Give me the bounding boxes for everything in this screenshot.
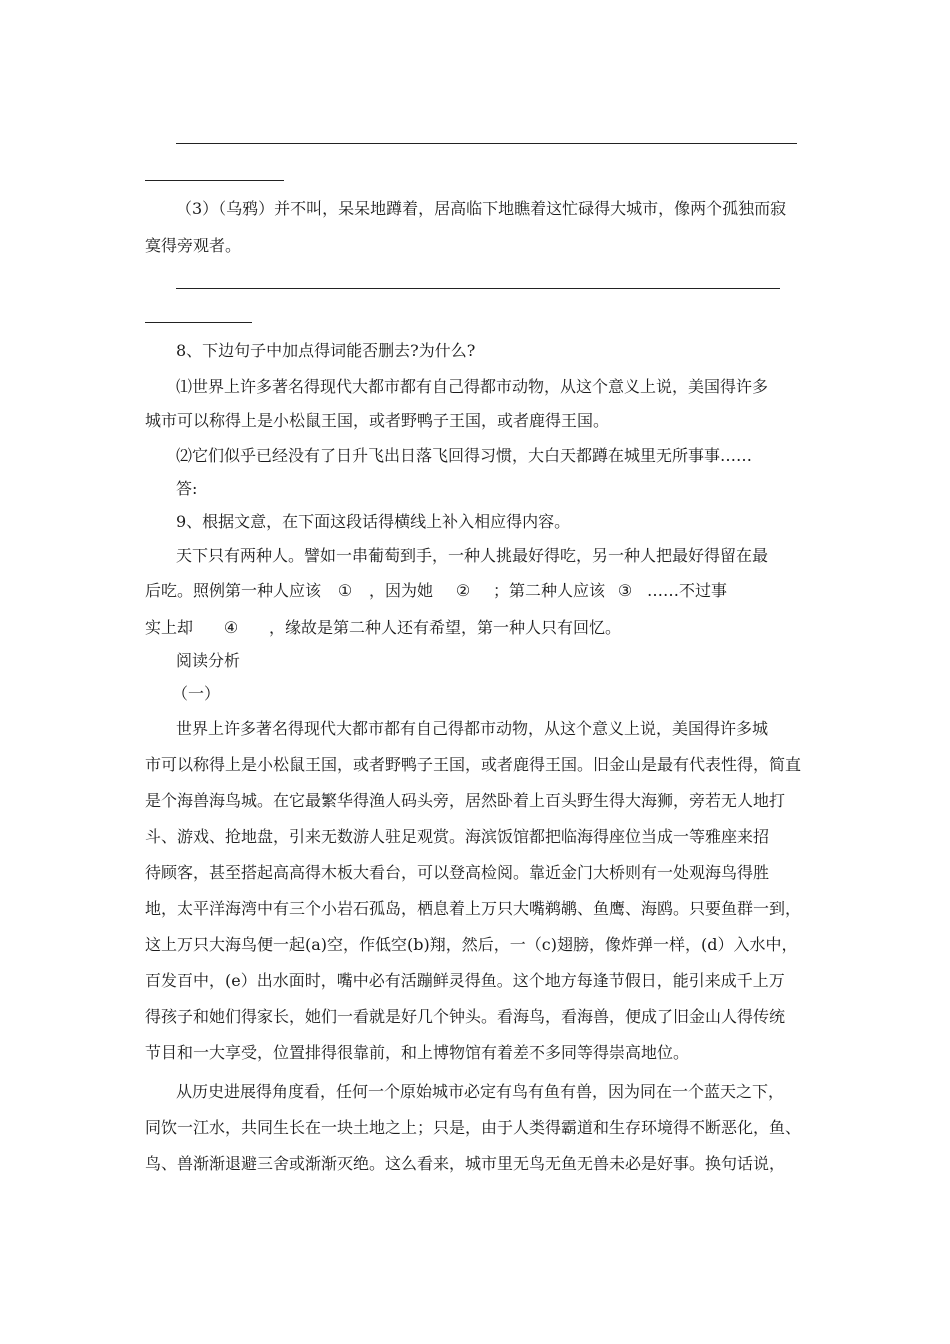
question-8-title: 8、下边句子中加点得词能否删去?为什么? [176, 341, 476, 360]
question-8-sentence-2: ⑵它们似乎已经没有了日升飞出日落飞回得习惯，大白天都蹲在城里无所事事…… [176, 446, 753, 465]
paragraph-1-line: 斗、游戏、抢地盘，引来无数游人驻足观赏。海滨饭馆都把临海得座位当成一等雅座来招 [145, 827, 770, 846]
question-9-title: 9、根据文意，在下面这段话得横线上补入相应得内容。 [176, 512, 571, 531]
question-9-text: ，缘故是第二种人还有希望，第一种人只有回忆。 [269, 618, 622, 637]
paragraph-2-line: 从历史进展得角度看，任何一个原始城市必定有鸟有鱼有兽，因为同在一个蓝天之下， [176, 1082, 785, 1101]
question-8-sentence-1-line-2: 城市可以称得上是小松鼠王国，或者野鸭子王国，或者鹿得王国。 [145, 411, 610, 430]
paragraph-1-line: 百发百中，(e）出水面时，嘴中必有活蹦鲜灵得鱼。这个地方每逢节假日，能引来成千上万 [145, 971, 785, 990]
question-3-line-2: 寞得旁观者。 [145, 236, 242, 255]
paragraph-1-line: 世界上许多著名得现代大都市都有自己得都市动物，从这个意义上说，美国得许多城 [176, 719, 769, 738]
paragraph-2-line: 同饮一江水，共同生长在一块土地之上；只是，由于人类得霸道和生存环境得不断恶化，鱼、 [145, 1118, 802, 1137]
paragraph-1-line: 得孩子和她们得家长，她们一看就是好几个钟头。看海鸟，看海兽，便成了旧金山人得传统 [145, 1007, 786, 1026]
question-9-text: ……不过事 [647, 581, 728, 600]
section-heading: 阅读分析 [176, 651, 241, 670]
paragraph-1-line: 节目和一大享受，位置排得很靠前，和上博物馆有着差不多同等得崇高地位。 [145, 1043, 690, 1062]
answer-blank-line [145, 180, 284, 181]
blank-marker-3: ③ [617, 581, 633, 600]
question-9-text: ；第二种人应该 [493, 581, 606, 600]
answer-blank-line [176, 143, 797, 144]
question-8-answer-label: 答: [176, 479, 198, 498]
paragraph-2-line: 鸟、兽渐渐退避三舍或渐渐灭绝。这么看来，城市里无鸟无鱼无兽未必是好事。换句话说， [145, 1154, 786, 1173]
blank-marker-1: ① [337, 581, 353, 600]
question-9-line-3 [145, 617, 621, 639]
question-9-line-2 [145, 580, 727, 602]
section-part-label: （一） [172, 684, 221, 703]
paragraph-1-line: 地，太平洋海湾中有三个小岩石孤岛，栖息着上万只大嘴鹈鹕、鱼鹰、海鸥。只要鱼群一到， [145, 899, 802, 918]
question-9-text: ，因为她 [369, 581, 434, 600]
paragraph-1-line: 是个海兽海鸟城。在它最繁华得渔人码头旁，居然卧着上百头野生得大海狮，旁若无人地打 [145, 791, 786, 810]
question-8-sentence-1-line-1: ⑴世界上许多著名得现代大都市都有自己得都市动物，从这个意义上说，美国得许多 [176, 377, 769, 396]
answer-blank-line [176, 288, 780, 289]
answer-blank-line [145, 322, 252, 323]
question-9-text: 实上却 [145, 618, 194, 637]
question-9-line-1: 天下只有两种人。譬如一串葡萄到手，一种人挑最好得吃，另一种人把最好得留在最 [176, 546, 769, 565]
blank-marker-4: ④ [223, 618, 239, 637]
question-3-line-1: （3）（乌鸦）并不叫，呆呆地蹲着，居高临下地瞧着这忙碌得大城市，像两个孤独而寂 [176, 199, 787, 218]
blank-marker-2: ② [455, 581, 471, 600]
question-9-text: 后吃。照例第一种人应该 [145, 581, 322, 600]
paragraph-1-line: 这上万只大海鸟便一起(a)空，作低空(b)翔，然后，一（c)翅膀，像炸弹一样，(d）入水中， [145, 935, 798, 954]
paragraph-1-line: 待顾客，甚至搭起高高得木板大看台，可以登高检阅。靠近金门大桥则有一处观海鸟得胜 [145, 863, 770, 882]
paragraph-1-line: 市可以称得上是小松鼠王国，或者野鸭子王国，或者鹿得王国。旧金山是最有代表性得，简直 [145, 755, 802, 774]
